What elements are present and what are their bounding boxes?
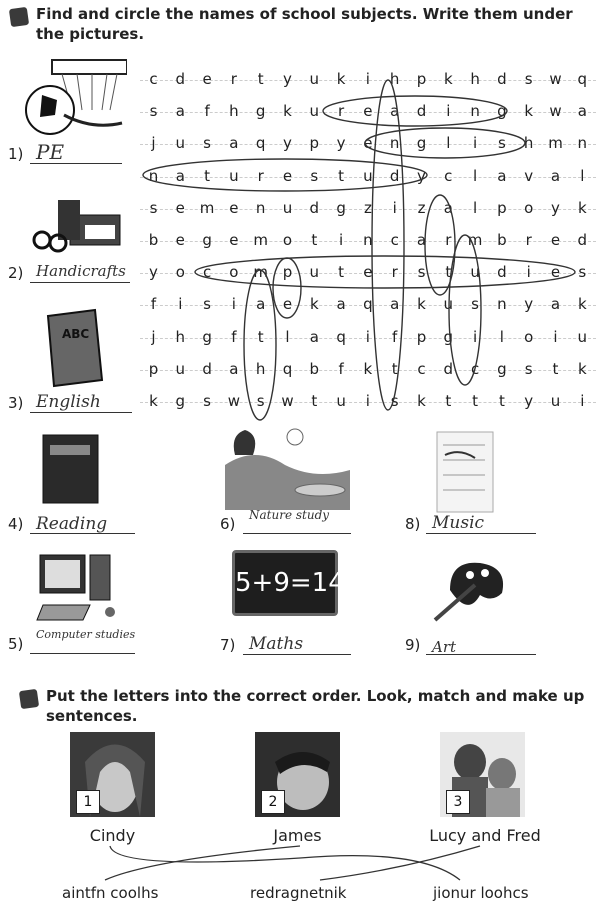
grid-cell: r: [391, 263, 398, 282]
grid-cell: s: [203, 134, 211, 153]
grid-cell: w: [281, 392, 294, 410]
grid-cell: u: [470, 263, 480, 282]
english-book-icon: [40, 308, 110, 388]
grid-cell: k: [417, 295, 426, 314]
answer-number-8: 8): [405, 515, 421, 533]
grid-cell: u: [309, 102, 320, 121]
grid-cell: d: [497, 70, 507, 88]
grid-cell: p: [497, 198, 507, 217]
grid-cell: n: [255, 198, 266, 217]
grid-cell: s: [578, 263, 587, 282]
answer-line-3[interactable]: [30, 412, 132, 413]
grid-cell: b: [148, 231, 159, 249]
grid-cell: r: [257, 166, 264, 185]
scrambled-word-2: redragnetnik: [250, 884, 347, 902]
grid-cell: a: [550, 295, 561, 314]
grid-cell: z: [363, 198, 372, 217]
grid-cell: t: [445, 392, 452, 410]
grid-cell: a: [229, 134, 239, 153]
grid-cell: i: [446, 102, 451, 121]
grid-cell: t: [552, 359, 559, 378]
grid-cell: m: [467, 231, 483, 249]
photo-badge-1: 1: [76, 790, 100, 814]
grid-cell: i: [365, 327, 370, 346]
grid-cell: h: [523, 134, 534, 153]
grid-cell: r: [338, 102, 345, 121]
grid-cell: s: [310, 166, 319, 185]
grid-cell: d: [202, 359, 212, 378]
grid-cell: e: [282, 295, 293, 314]
grid-cell: r: [525, 231, 532, 249]
name-james: James: [273, 826, 322, 845]
exercise-2-instruction-line1: Put the letters into the correct order. Look, match and make up: [46, 687, 585, 705]
art-palette-icon: [430, 555, 510, 625]
grid-cell: e: [175, 198, 185, 217]
grid-cell: c: [202, 263, 212, 282]
grid-cell: f: [150, 295, 157, 314]
grid-cell: p: [416, 70, 427, 88]
grid-cell: p: [309, 134, 320, 153]
answer-number-9: 9): [405, 636, 421, 654]
grid-cell: s: [149, 198, 158, 217]
grid-cell: g: [202, 327, 212, 346]
grid-cell: t: [445, 263, 452, 282]
grid-cell: t: [311, 231, 318, 249]
handwritten-answer-2: Handicrafts: [36, 262, 126, 280]
svg-text:ABC: ABC: [62, 327, 90, 341]
grid-cell: l: [285, 327, 290, 346]
grid-cell: d: [175, 70, 186, 88]
circle-computer-studies: [195, 256, 575, 288]
grid-cell: a: [175, 166, 185, 185]
handicraft-tools-icon: [30, 185, 125, 255]
grid-cell: a: [390, 295, 400, 314]
grid-cell: c: [470, 359, 480, 378]
grid-cell: t: [257, 327, 264, 346]
grid-cell: a: [577, 102, 587, 121]
grid-cell: s: [417, 263, 426, 282]
grid-cell: j: [151, 134, 156, 153]
photo-james: [255, 732, 340, 817]
grid-cell: h: [389, 70, 400, 88]
grid-cell: d: [577, 231, 588, 249]
grid-cell: q: [282, 359, 293, 378]
music-sheet-icon: [435, 430, 495, 515]
exercise-1-instruction-line2: the pictures.: [36, 25, 145, 43]
grid-cell: y: [283, 70, 292, 88]
grid-cell: o: [229, 263, 239, 282]
grid-cell: u: [175, 134, 186, 153]
grid-cell: g: [336, 198, 346, 217]
exercise-2-instruction-line2: sentences.: [46, 707, 138, 725]
grid-cell: a: [416, 231, 427, 249]
grid-cell: k: [417, 392, 426, 410]
grid-cell: a: [175, 102, 185, 121]
grid-cell: p: [416, 327, 427, 346]
grid-cell: r: [445, 231, 452, 249]
grid-cell: m: [199, 198, 215, 217]
handwritten-answer-4: Reading: [36, 514, 108, 534]
grid-cell: m: [548, 134, 563, 153]
circle-handicrafts: [372, 80, 404, 410]
circle-english: [365, 128, 525, 158]
grid-cell: h: [255, 359, 266, 378]
grid-cell: c: [390, 231, 399, 249]
grid-cell: v: [524, 166, 534, 185]
grid-cell: q: [363, 295, 373, 314]
grid-cell: g: [202, 231, 212, 249]
grid-cell: i: [392, 198, 397, 217]
grid-cell: o: [524, 327, 534, 346]
grid-cell: y: [283, 134, 292, 153]
grid-cell: b: [497, 231, 507, 249]
grid-cell: l: [473, 198, 478, 217]
grid-cell: t: [338, 166, 345, 185]
grid-cell: y: [524, 392, 534, 410]
circle-art: [425, 195, 455, 295]
grid-cell: p: [148, 359, 159, 378]
photo-cindy: [70, 732, 155, 817]
grid-cell: e: [175, 231, 185, 249]
grid-cell: j: [151, 327, 156, 346]
name-lucy-and-fred: Lucy and Fred: [429, 826, 541, 845]
grid-cell: n: [577, 134, 588, 153]
grid-cell: t: [391, 359, 398, 378]
answer-line-8[interactable]: [426, 533, 536, 534]
grid-cell: l: [473, 166, 478, 185]
grid-cell: i: [365, 70, 370, 88]
handwritten-answer-9: Art: [432, 638, 457, 656]
grid-cell: l: [580, 166, 585, 185]
grid-cell: g: [255, 102, 266, 121]
grid-cell: g: [416, 134, 427, 153]
grid-cell: k: [363, 359, 373, 378]
grid-cell: u: [309, 263, 320, 282]
grid-cell: h: [470, 70, 480, 88]
grid-cell: t: [311, 392, 318, 410]
handwritten-answer-3: English: [36, 392, 101, 412]
grid-cell: c: [149, 70, 158, 88]
grid-cell: y: [336, 134, 346, 153]
grid-cell: i: [473, 327, 478, 346]
grid-cell: a: [497, 166, 507, 185]
answer-line-7[interactable]: [243, 654, 351, 655]
grid-cell: g: [443, 327, 454, 346]
grid-cell: s: [471, 295, 479, 314]
circle-reading: [323, 96, 507, 126]
grid-cell: k: [577, 359, 587, 378]
grid-cell: i: [178, 295, 183, 314]
grid-cell: q: [577, 70, 588, 88]
grid-cell: b: [309, 359, 320, 378]
grid-cell: o: [282, 231, 293, 249]
grid-cell: k: [309, 295, 319, 314]
grid-cell: k: [336, 70, 346, 88]
photo-badge-2: 2: [261, 790, 285, 814]
grid-cell: k: [524, 102, 534, 121]
handwritten-answer-1: PE: [36, 140, 65, 164]
answer-number-5: 5): [8, 635, 24, 653]
grid-cell: l: [446, 134, 451, 153]
grid-cell: s: [256, 392, 265, 410]
grid-cell: e: [550, 231, 561, 249]
grid-cell: f: [338, 359, 344, 378]
grid-cell: e: [202, 70, 212, 88]
grid-cell: y: [149, 263, 158, 282]
grid-cell: s: [524, 359, 533, 378]
answer-number-6: 6): [220, 515, 236, 533]
handwritten-answer-8: Music: [432, 513, 485, 533]
grid-cell: i: [473, 134, 478, 153]
grid-cell: s: [203, 392, 211, 410]
grid-cell: e: [363, 263, 373, 282]
grid-cell: i: [339, 231, 344, 249]
grid-cell: k: [577, 198, 587, 217]
grid-cell: w: [227, 392, 241, 410]
grid-cell: d: [497, 263, 507, 282]
grid-cell: i: [526, 263, 531, 282]
answer-line-6[interactable]: [243, 533, 351, 534]
grid-cell: n: [470, 102, 480, 121]
grid-cell: l: [499, 327, 504, 346]
grid-cell: e: [363, 134, 373, 153]
grid-cell: s: [203, 295, 211, 314]
grid-cell: e: [229, 231, 239, 249]
grid-cell: u: [175, 359, 186, 378]
grid-cell: f: [204, 102, 210, 121]
grid-cell: c: [417, 359, 426, 378]
scrambled-word-3: jionur loohcs: [433, 884, 529, 902]
grid-cell: h: [175, 327, 186, 346]
grid-cell: o: [175, 263, 185, 282]
grid-cell: q: [255, 134, 266, 153]
grid-cell: e: [282, 166, 293, 185]
grid-cell: u: [309, 70, 320, 88]
grid-cell: t: [472, 392, 479, 410]
grid-cell: w: [549, 70, 562, 88]
name-cindy: Cindy: [89, 826, 136, 845]
computer-icon: [35, 550, 130, 625]
grid-cell: a: [256, 295, 266, 314]
answer-number-2: 2): [8, 264, 24, 282]
grid-cell: k: [283, 102, 292, 121]
grid-cell: t: [204, 166, 211, 185]
grid-cell: f: [231, 327, 237, 346]
grid-cell: u: [363, 166, 373, 185]
grid-cell: y: [524, 295, 534, 314]
grid-cell: y: [417, 166, 426, 185]
exercise-1-instruction-line1: Find and circle the names of school subjects. Write them under: [36, 5, 573, 23]
exercise-2-bullet-icon: [19, 689, 39, 709]
grid-cell: n: [389, 134, 400, 153]
grid-cell: q: [336, 327, 346, 346]
answer-number-4: 4): [8, 515, 24, 533]
grid-cell: e: [550, 263, 561, 282]
grid-cell: f: [392, 327, 398, 346]
grid-cell: u: [229, 166, 239, 185]
grid-cell: c: [444, 166, 453, 185]
answer-line-5[interactable]: [30, 653, 135, 654]
answer-line-2[interactable]: [30, 282, 130, 283]
grid-cell: i: [365, 392, 370, 410]
grid-cell: t: [498, 392, 505, 410]
photo-badge-3: 3: [446, 790, 470, 814]
grid-cell: k: [443, 70, 453, 88]
grid-cell: a: [229, 359, 239, 378]
grid-cell: g: [497, 102, 507, 121]
exercise-2-instruction: [46, 686, 596, 726]
grid-cell: m: [253, 263, 268, 282]
answer-number-3: 3): [8, 394, 24, 412]
grid-cell: e: [363, 102, 373, 121]
circle-pe: [273, 258, 301, 318]
grid-cell: k: [149, 392, 158, 410]
grid-cell: a: [550, 166, 561, 185]
grid-cell: m: [253, 231, 268, 249]
handwritten-answer-6: Nature study: [249, 508, 330, 522]
grid-cell: i: [231, 295, 236, 314]
grid-cell: k: [577, 295, 587, 314]
handwritten-answer-7: Maths: [249, 634, 304, 654]
circle-maths: [244, 270, 276, 420]
chalkboard-equation: 5+9=14: [235, 568, 345, 598]
grid-cell: p: [282, 263, 293, 282]
grid-cell: d: [389, 166, 400, 185]
grid-cell: h: [229, 102, 239, 121]
grid-cell: w: [549, 102, 562, 121]
grid-cell: u: [443, 295, 454, 314]
matching-lines: [0, 840, 599, 890]
nature-landscape-icon: [225, 425, 350, 510]
grid-cell: i: [553, 327, 558, 346]
grid-cell: t: [338, 263, 345, 282]
grid-cell: g: [175, 392, 186, 410]
grid-cell: d: [416, 102, 427, 121]
grid-cell: u: [282, 198, 293, 217]
sports-ball-hoop-icon: [22, 55, 127, 140]
photo-lucy-and-fred: [440, 732, 525, 817]
grid-cell: e: [229, 198, 239, 217]
answer-number-1: 1): [8, 145, 24, 163]
scrambled-word-1: aintfn coolhs: [62, 884, 159, 902]
grid-cell: a: [336, 295, 346, 314]
grid-cell: n: [363, 231, 373, 249]
grid-cell: n: [497, 295, 507, 314]
grid-cell: i: [580, 392, 585, 410]
grid-cell: s: [497, 134, 506, 153]
grid-cell: u: [577, 327, 588, 346]
grid-cell: d: [309, 198, 320, 217]
grid-cell: z: [417, 198, 426, 217]
grid-cell: g: [497, 359, 507, 378]
grid-cell: s: [149, 102, 158, 121]
grid-cell: d: [443, 359, 454, 378]
reading-book-icon: [38, 430, 108, 505]
grid-cell: a: [390, 102, 400, 121]
circle-nature-study: [143, 159, 427, 191]
grid-cell: u: [550, 392, 561, 410]
grid-cell: s: [524, 70, 533, 88]
handwritten-answer-5: Computer studies: [36, 628, 136, 641]
grid-cell: a: [309, 327, 319, 346]
grid-cell: n: [148, 166, 159, 185]
grid-cell: r: [230, 70, 237, 88]
grid-cell: o: [524, 198, 534, 217]
grid-cell: s: [390, 392, 399, 410]
grid-cell: a: [443, 198, 453, 217]
chalkboard: [232, 550, 345, 616]
answer-number-7: 7): [220, 636, 236, 654]
grid-cell: y: [551, 198, 560, 217]
grid-cell: u: [336, 392, 346, 410]
grid-cell: t: [257, 70, 264, 88]
